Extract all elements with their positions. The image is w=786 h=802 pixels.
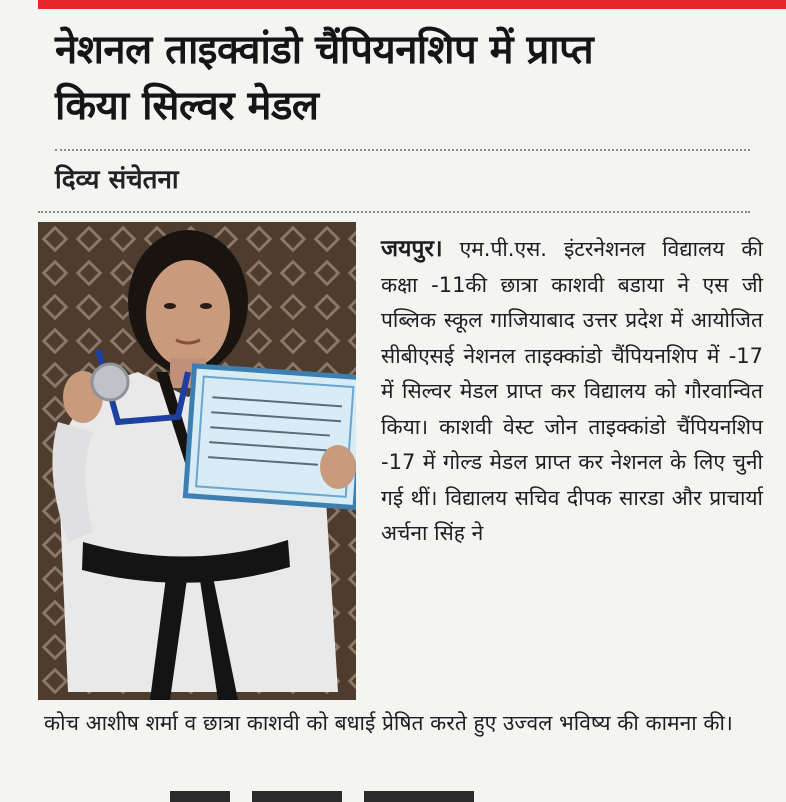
divider-top bbox=[55, 149, 750, 151]
top-accent-bar bbox=[38, 0, 786, 9]
body-column-text: एम.पी.एस. इंटरनेशनल विद्यालय की कक्षा -11की छात्रा काशवी बडाया ने एस जी पब्लिक स्कूल गाजियाबाद उत्तर प्रदेश में आयोजित सीबीएसई नेशनल ताइक्कांडो चैंपियनशिप में -17 में सिल्वर मेडल प्राप्त कर विद्यालय को गौरवान्वित किया। काशवी वेस्ट जोन ताइक्कांडो चैंपियनशिप -17 में गोल्ड मेडल प्राप्त कर नेशनल के लिए चुनी गई थीं। विद्यालय सचिव दीपक सारडा और प्राचार्या अर्चना सिंह ने bbox=[381, 237, 763, 545]
byline: दिव्य संचेतना bbox=[55, 165, 179, 195]
headline-line-2: किया सिल्वर मेडल bbox=[55, 83, 319, 129]
article-photo bbox=[38, 222, 356, 700]
divider-bottom bbox=[38, 211, 750, 213]
headline bbox=[55, 22, 755, 134]
article-body-wide: कोच आशीष शर्मा व छात्रा काशवी को बधाई प्रेषित करते हुए उज्वल भविष्य की कामना की। bbox=[44, 711, 733, 735]
headline-line-1: नेशनल ताइक्वांडो चैंपियनशिप में प्राप्त bbox=[55, 27, 594, 73]
dateline: जयपुर। bbox=[381, 236, 443, 262]
article-body-column bbox=[381, 232, 763, 552]
